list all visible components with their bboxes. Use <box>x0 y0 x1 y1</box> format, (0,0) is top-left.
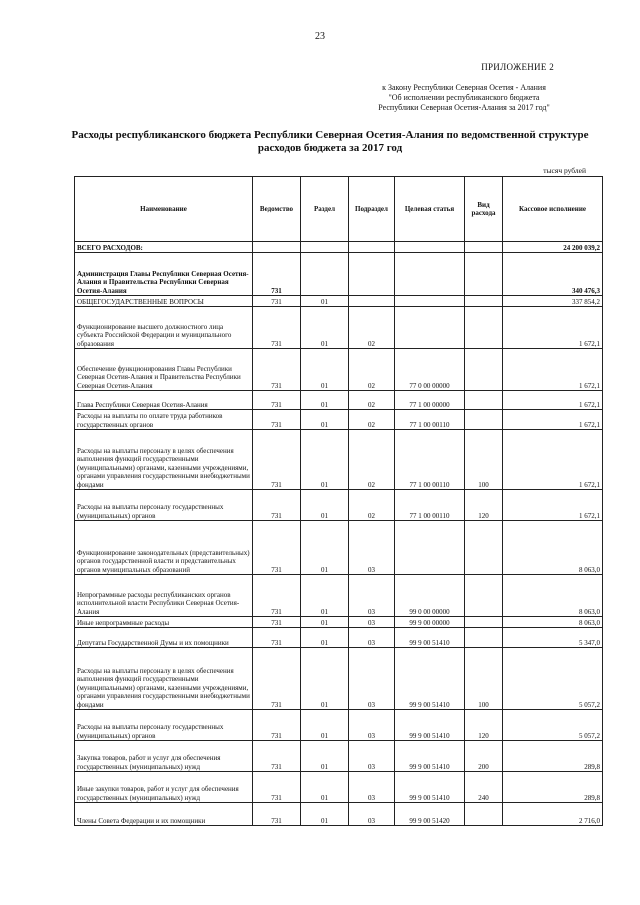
row-name-cell: Функционирование законодательных (представительных) органов государственной власти и представительных органов муниципальных образований <box>75 521 253 575</box>
expenditure-table <box>74 176 603 826</box>
row-section-cell: 01 <box>301 628 349 648</box>
row-dept-cell: 731 <box>253 628 301 648</box>
row-amount-cell: 8 063,0 <box>503 575 603 617</box>
row-subsection-cell: 03 <box>349 772 395 803</box>
row-dept-cell: 731 <box>253 772 301 803</box>
row-subsection-cell: 03 <box>349 803 395 826</box>
row-expense-type-cell <box>465 410 503 430</box>
row-dept-cell: 731 <box>253 410 301 430</box>
row-dept-cell: 731 <box>253 349 301 391</box>
row-expense-type-cell <box>465 391 503 410</box>
row-target-cell: 99 9 00 51410 <box>395 628 465 648</box>
row-section-cell: 01 <box>301 391 349 410</box>
row-section-cell: 01 <box>301 741 349 772</box>
table-row <box>75 349 603 391</box>
row-expense-type-cell <box>465 521 503 575</box>
row-target-cell <box>395 242 465 253</box>
row-subsection-cell: 02 <box>349 391 395 410</box>
row-amount-cell: 1 672,1 <box>503 349 603 391</box>
row-subsection-cell: 03 <box>349 710 395 741</box>
row-expense-type-cell <box>465 803 503 826</box>
row-name-cell: Депутаты Государственной Думы и их помощники <box>75 628 253 648</box>
row-target-cell <box>395 253 465 296</box>
row-name-cell: Иные непрограммные расходы <box>75 617 253 628</box>
table-row <box>75 710 603 741</box>
column-header-amount: Кассовое исполнение <box>503 177 603 242</box>
row-amount-cell: 289,8 <box>503 772 603 803</box>
table-row <box>75 430 603 490</box>
row-amount-cell: 1 672,1 <box>503 430 603 490</box>
row-name-cell: Расходы на выплаты персоналу в целях обеспечения выполнения функций государственными (муниципальными) органами, казенными учреждениями, органами управления государственными внебюджетными фондами <box>75 648 253 710</box>
row-name-cell: Глава Республики Северная Осетия-Алания <box>75 391 253 410</box>
row-amount-cell: 2 716,0 <box>503 803 603 826</box>
row-name-cell: Расходы на выплаты по оплате труда работников государственных органов <box>75 410 253 430</box>
row-name-cell: Расходы на выплаты персоналу государственных (муниципальных) органов <box>75 710 253 741</box>
table-row <box>75 391 603 410</box>
row-dept-cell: 731 <box>253 575 301 617</box>
page-number: 23 <box>315 31 325 42</box>
row-section-cell: 01 <box>301 307 349 349</box>
row-target-cell: 99 9 00 51420 <box>395 803 465 826</box>
row-target-cell: 77 0 00 00000 <box>395 349 465 391</box>
document-title-line: расходов бюджета за 2017 год <box>257 142 403 154</box>
row-section-cell: 01 <box>301 575 349 617</box>
table-row <box>75 296 603 307</box>
row-expense-type-cell: 100 <box>465 648 503 710</box>
table-row <box>75 521 603 575</box>
row-section-cell <box>301 242 349 253</box>
row-dept-cell: 731 <box>253 253 301 296</box>
row-subsection-cell: 02 <box>349 490 395 521</box>
row-section-cell: 01 <box>301 521 349 575</box>
row-subsection-cell: 03 <box>349 648 395 710</box>
row-dept-cell: 731 <box>253 296 301 307</box>
table-row <box>75 490 603 521</box>
table-row <box>75 741 603 772</box>
row-name-cell: Непрограммные расходы республиканских органов исполнительной власти Республики Северная Осетия-Алания <box>75 575 253 617</box>
row-dept-cell: 731 <box>253 521 301 575</box>
row-dept-cell: 731 <box>253 617 301 628</box>
table-row <box>75 772 603 803</box>
row-subsection-cell: 02 <box>349 349 395 391</box>
row-expense-type-cell <box>465 349 503 391</box>
row-dept-cell: 731 <box>253 490 301 521</box>
row-dept-cell: 731 <box>253 710 301 741</box>
row-name-cell: ВСЕГО РАСХОДОВ: <box>75 242 253 253</box>
row-dept-cell: 731 <box>253 430 301 490</box>
row-subsection-cell <box>349 253 395 296</box>
row-name-cell: Расходы на выплаты персоналу государственных (муниципальных) органов <box>75 490 253 521</box>
row-dept-cell: 731 <box>253 741 301 772</box>
table-row <box>75 242 603 253</box>
row-subsection-cell: 03 <box>349 575 395 617</box>
row-name-cell: Обеспечение функционирования Главы Республики Северная Осетия-Алания и Правительства Республики Северная Осетия-Алания <box>75 349 253 391</box>
row-target-cell: 99 9 00 51410 <box>395 741 465 772</box>
row-target-cell: 77 1 00 00000 <box>395 391 465 410</box>
row-name-cell: Администрация Главы Республики Северная Осетия-Алания и Правительства Республики Северная Осетия-Алания <box>75 253 253 296</box>
row-target-cell: 77 1 00 00110 <box>395 430 465 490</box>
row-expense-type-cell <box>465 253 503 296</box>
row-dept-cell: 731 <box>253 648 301 710</box>
table-row <box>75 410 603 430</box>
row-expense-type-cell: 240 <box>465 772 503 803</box>
row-name-cell: ОБЩЕГОСУДАРСТВЕННЫЕ ВОПРОСЫ <box>75 296 253 307</box>
row-expense-type-cell: 200 <box>465 741 503 772</box>
row-name-cell: Расходы на выплаты персоналу в целях обеспечения выполнения функций государственными (муниципальными) органами, казенными учреждениями, органами управления государственными внебюджетными фондами <box>75 430 253 490</box>
table-row <box>75 307 603 349</box>
column-header-subsection: Подраздел <box>349 177 395 242</box>
column-header-target: Целевая статья <box>395 177 465 242</box>
column-header-section: Раздел <box>301 177 349 242</box>
row-target-cell: 99 0 00 00000 <box>395 575 465 617</box>
row-subsection-cell <box>349 296 395 307</box>
row-expense-type-cell <box>465 307 503 349</box>
table-body <box>75 242 603 826</box>
row-name-cell: Закупка товаров, работ и услуг для обеспечения государственных (муниципальных) нужд <box>75 741 253 772</box>
table-row <box>75 648 603 710</box>
row-dept-cell: 731 <box>253 307 301 349</box>
row-target-cell: 99 9 00 51410 <box>395 772 465 803</box>
row-subsection-cell: 02 <box>349 410 395 430</box>
row-target-cell: 99 9 00 00000 <box>395 617 465 628</box>
row-section-cell: 01 <box>301 410 349 430</box>
law-reference <box>334 83 594 113</box>
row-subsection-cell: 03 <box>349 741 395 772</box>
law-reference-line: "Об исполнении республиканского бюджета <box>388 93 540 102</box>
row-target-cell: 77 1 00 00110 <box>395 410 465 430</box>
column-header-dept: Ведомство <box>253 177 301 242</box>
row-amount-cell: 8 063,0 <box>503 521 603 575</box>
row-amount-cell: 1 672,1 <box>503 490 603 521</box>
row-dept-cell: 731 <box>253 803 301 826</box>
row-amount-cell: 1 672,1 <box>503 410 603 430</box>
document-title-line: Расходы республиканского бюджета Республики Северная Осетия-Алания по ведомственной структуре <box>71 129 589 141</box>
row-section-cell: 01 <box>301 772 349 803</box>
row-section-cell: 01 <box>301 710 349 741</box>
row-target-cell: 77 1 00 00110 <box>395 490 465 521</box>
row-section-cell: 01 <box>301 617 349 628</box>
row-expense-type-cell <box>465 617 503 628</box>
row-section-cell: 01 <box>301 296 349 307</box>
row-amount-cell: 24 200 039,2 <box>503 242 603 253</box>
table-row <box>75 617 603 628</box>
table-row <box>75 803 603 826</box>
appendix-label: ПРИЛОЖЕНИЕ 2 <box>481 62 554 72</box>
row-target-cell <box>395 307 465 349</box>
row-expense-type-cell: 100 <box>465 430 503 490</box>
row-amount-cell: 5 347,0 <box>503 628 603 648</box>
row-expense-type-cell <box>465 296 503 307</box>
row-subsection-cell <box>349 242 395 253</box>
table-row <box>75 575 603 617</box>
row-name-cell: Иные закупки товаров, работ и услуг для обеспечения государственных (муниципальных) нужд <box>75 772 253 803</box>
row-target-cell <box>395 521 465 575</box>
document-title <box>70 129 590 155</box>
table-header-row <box>75 177 603 242</box>
row-amount-cell: 289,8 <box>503 741 603 772</box>
row-section-cell: 01 <box>301 648 349 710</box>
column-header-expense-type: Вид расхода <box>465 177 503 242</box>
row-subsection-cell: 03 <box>349 628 395 648</box>
row-amount-cell: 337 854,2 <box>503 296 603 307</box>
table-row <box>75 628 603 648</box>
law-reference-line: к Закону Республики Северная Осетия - Алания <box>382 83 546 92</box>
row-subsection-cell: 03 <box>349 617 395 628</box>
law-reference-line: Республики Северная Осетия-Алания за 2017 год" <box>378 103 550 112</box>
row-section-cell <box>301 253 349 296</box>
row-name-cell: Функционирование высшего должностного лица субъекта Российской Федерации и муниципального образования <box>75 307 253 349</box>
row-amount-cell: 5 057,2 <box>503 710 603 741</box>
row-expense-type-cell <box>465 575 503 617</box>
row-subsection-cell: 03 <box>349 521 395 575</box>
row-amount-cell: 8 063,0 <box>503 617 603 628</box>
units-label: тысяч рублей <box>543 166 586 175</box>
table-row <box>75 253 603 296</box>
row-section-cell: 01 <box>301 349 349 391</box>
row-subsection-cell: 02 <box>349 430 395 490</box>
row-target-cell <box>395 296 465 307</box>
row-amount-cell: 1 672,1 <box>503 391 603 410</box>
row-target-cell: 99 9 00 51410 <box>395 648 465 710</box>
row-amount-cell: 5 057,2 <box>503 648 603 710</box>
row-target-cell: 99 9 00 51410 <box>395 710 465 741</box>
row-expense-type-cell: 120 <box>465 490 503 521</box>
row-amount-cell: 1 672,1 <box>503 307 603 349</box>
row-section-cell: 01 <box>301 803 349 826</box>
column-header-name: Наименование <box>75 177 253 242</box>
row-section-cell: 01 <box>301 430 349 490</box>
row-dept-cell: 731 <box>253 391 301 410</box>
row-dept-cell <box>253 242 301 253</box>
row-expense-type-cell <box>465 242 503 253</box>
row-expense-type-cell: 120 <box>465 710 503 741</box>
row-name-cell: Члены Совета Федерации и их помощники <box>75 803 253 826</box>
row-section-cell: 01 <box>301 490 349 521</box>
row-amount-cell: 340 476,3 <box>503 253 603 296</box>
row-subsection-cell: 02 <box>349 307 395 349</box>
row-expense-type-cell <box>465 628 503 648</box>
